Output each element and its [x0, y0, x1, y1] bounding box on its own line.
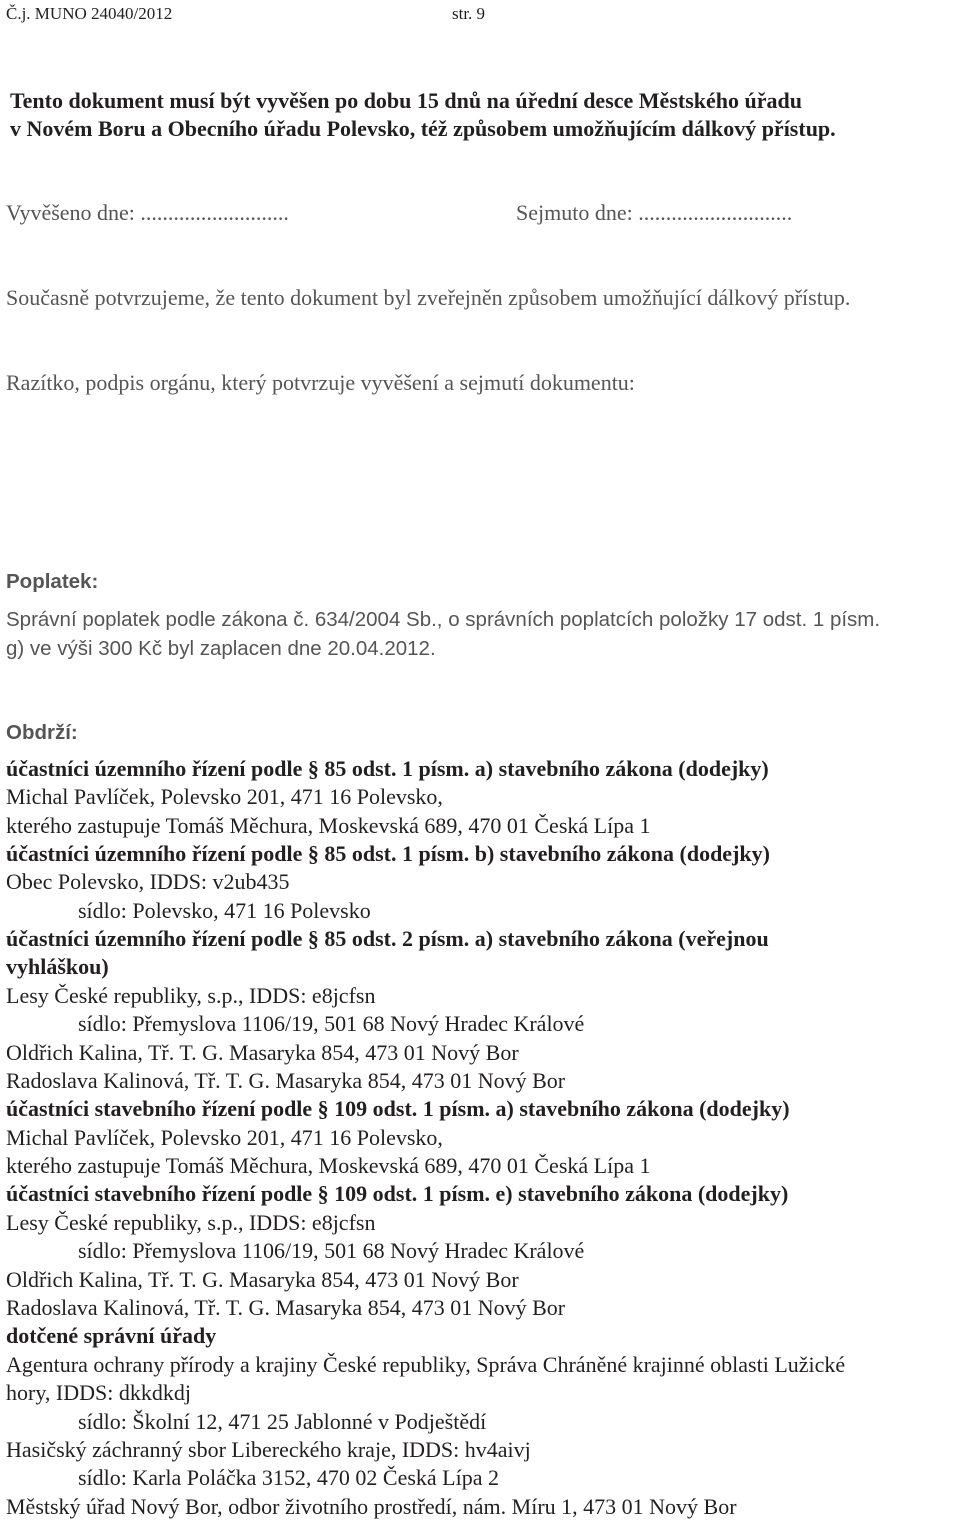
recipient-line: Obec Polevsko, IDDS: v2ub435 — [6, 869, 290, 894]
recipient-address: sídlo: Školní 12, 471 25 Jablonné v Podještědí — [78, 1409, 487, 1434]
recipient-line: Radoslava Kalinová, Tř. T. G. Masaryka 854, 473 01 Nový Bor — [6, 1068, 566, 1093]
recipient-line: Agentura ochrany přírody a krajiny České republiky, Správa Chráněné krajinné oblasti Lužické — [6, 1352, 846, 1377]
recipient-address: sídlo: Přemyslova 1106/19, 501 68 Nový Hradec Králové — [78, 1011, 585, 1036]
recipient-line: Lesy České republiky, s.p., IDDS: e8jcfsn — [6, 1210, 376, 1235]
recipients-heading: Obdrží: — [6, 721, 78, 744]
recipient-group-heading: účastníci územního řízení podle § 85 odst. 1 písm. b) stavebního zákona (dodejky) — [6, 841, 770, 866]
recipient-address: sídlo: Polevsko, 471 16 Polevsko — [78, 898, 371, 923]
stamp-signature-label: Razítko, podpis orgánu, který potvrzuje vyvěšení a sejmutí dokumentu: — [6, 370, 635, 395]
recipient-line: Oldřich Kalina, Tř. T. G. Masaryka 854, 473 01 Nový Bor — [6, 1040, 519, 1065]
recipient-line: hory, IDDS: dkkdkdj — [6, 1380, 191, 1405]
recipient-line: Oldřich Kalina, Tř. T. G. Masaryka 854, 473 01 Nový Bor — [6, 1267, 519, 1292]
recipient-group-heading: dotčené správní úřady — [6, 1323, 217, 1348]
recipient-line: Městský úřad Nový Bor, odbor životního prostředí, nám. Míru 1, 473 01 Nový Bor — [6, 1494, 737, 1519]
recipient-line: kterého zastupuje Tomáš Měchura, Moskevská 689, 470 01 Česká Lípa 1 — [6, 1153, 651, 1178]
posted-date-field: Vyvěšeno dne: ........................... — [6, 200, 289, 225]
recipient-line: Hasičský záchranný sbor Libereckého kraje, IDDS: hv4aivj — [6, 1437, 531, 1462]
recipient-address: sídlo: Přemyslova 1106/19, 501 68 Nový Hradec Králové — [78, 1238, 585, 1263]
notice-line-2: v Novém Boru a Obecního úřadu Polevsko, též způsobem umožňujícím dálkový přístup. — [10, 116, 836, 141]
recipient-line: kterého zastupuje Tomáš Měchura, Moskevská 689, 470 01 Česká Lípa 1 — [6, 813, 651, 838]
publication-confirmation: Současně potvrzujeme, že tento dokument byl zveřejněn způsobem umožňující dálkový přístup. — [6, 285, 851, 310]
notice-line-1: Tento dokument musí být vyvěšen po dobu 15 dnů na úřední desce Městského úřadu — [10, 88, 802, 113]
recipient-line: Radoslava Kalinová, Tř. T. G. Masaryka 854, 473 01 Nový Bor — [6, 1295, 566, 1320]
page-number: str. 9 — [452, 4, 486, 23]
recipient-group-heading: účastníci územního řízení podle § 85 odst. 1 písm. a) stavebního zákona (dodejky) — [6, 756, 769, 781]
case-number: Č.j. MUNO 24040/2012 — [6, 4, 173, 23]
recipient-group-heading: účastníci stavebního řízení podle § 109 odst. 1 písm. a) stavebního zákona (dodejky) — [6, 1096, 790, 1121]
recipient-line: Michal Pavlíček, Polevsko 201, 471 16 Polevsko, — [6, 784, 443, 809]
removed-date-field: Sejmuto dne: ............................ — [516, 200, 793, 225]
recipient-line: Lesy České republiky, s.p., IDDS: e8jcfsn — [6, 983, 376, 1008]
recipient-line: Michal Pavlíček, Polevsko 201, 471 16 Polevsko, — [6, 1125, 443, 1150]
recipient-group-heading: účastníci stavebního řízení podle § 109 odst. 1 písm. e) stavebního zákona (dodejky) — [6, 1181, 789, 1206]
recipient-group-heading: účastníci územního řízení podle § 85 odst. 2 písm. a) stavebního zákona (veřejnou — [6, 926, 769, 951]
recipient-group-heading-cont: vyhláškou) — [6, 954, 109, 979]
fee-line-1: Správní poplatek podle zákona č. 634/2004 Sb., o správních poplatcích položky 17 odst. 1 písm. — [6, 608, 881, 631]
fee-line-2: g) ve výši 300 Kč byl zaplacen dne 20.04.2012. — [6, 637, 436, 660]
recipient-address: sídlo: Karla Poláčka 3152, 470 02 Česká Lípa 2 — [78, 1465, 499, 1490]
fee-heading: Poplatek: — [6, 570, 99, 593]
